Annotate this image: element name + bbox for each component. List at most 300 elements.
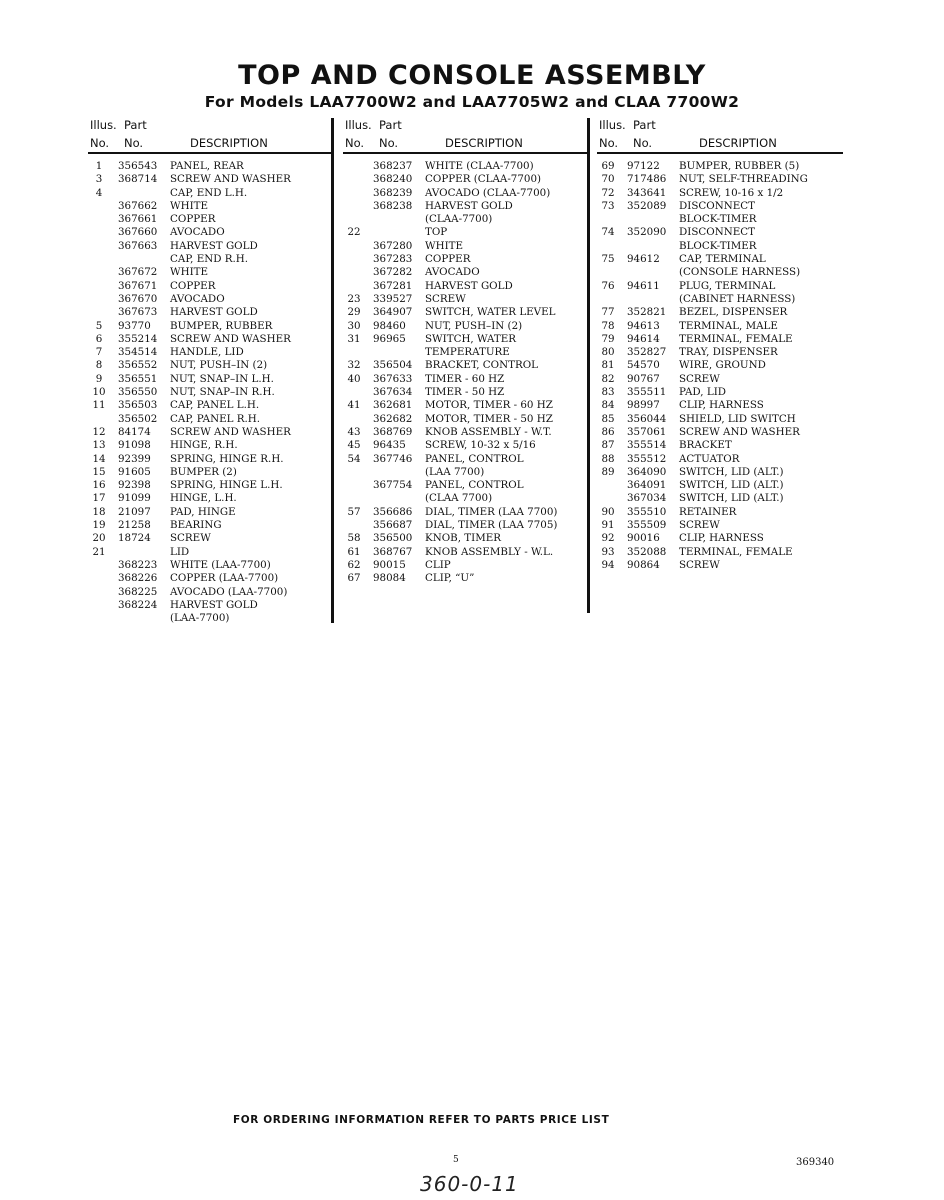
part-number: 94611 <box>627 279 660 292</box>
part-description: NUT, SNAP–IN R.H. <box>170 386 275 399</box>
part-number: 98460 <box>373 319 406 332</box>
document-number: 369340 <box>796 1157 835 1168</box>
illus-number: 11 <box>92 399 106 412</box>
table-row <box>88 612 334 625</box>
illus-number: 92 <box>601 532 615 545</box>
table-row <box>343 546 589 559</box>
column-divider <box>331 118 334 623</box>
illus-number: 32 <box>347 359 361 372</box>
part-description: SHIELD, LID SWITCH <box>679 412 796 425</box>
part-description: SWITCH, WATER <box>425 332 517 345</box>
part-number: 367662 <box>118 199 158 212</box>
part-number: 368224 <box>118 598 158 611</box>
table-row <box>343 320 589 333</box>
part-description: BLOCK-TIMER <box>679 213 757 226</box>
table-row <box>88 200 334 213</box>
table-row <box>597 466 843 479</box>
part-number: 96965 <box>373 332 406 345</box>
table-row <box>343 532 589 545</box>
table-row <box>88 586 334 599</box>
table-row <box>597 306 843 319</box>
part-description: MOTOR, TIMER - 60 HZ <box>425 399 553 412</box>
part-number: 356503 <box>118 399 158 412</box>
illus-number: 9 <box>95 372 103 385</box>
part-description: HARVEST GOLD <box>170 306 258 319</box>
table-row <box>597 160 843 173</box>
table-row <box>597 173 843 186</box>
part-number: 91099 <box>118 492 151 505</box>
part-description: WIRE, GROUND <box>679 359 766 372</box>
table-row <box>597 439 843 452</box>
table-row <box>88 173 334 186</box>
table-row <box>88 599 334 612</box>
table-row <box>88 426 334 439</box>
part-description: COPPER (CLAA-7700) <box>425 173 542 186</box>
part-description: TEMPERATURE <box>425 346 510 359</box>
part-description: DIAL, TIMER (LAA 7700) <box>425 505 558 518</box>
table-row <box>88 373 334 386</box>
table-row <box>343 559 589 572</box>
part-description: TOP <box>425 226 448 239</box>
illus-number: 62 <box>347 558 361 571</box>
illus-number: 10 <box>92 386 106 399</box>
part-number: 93770 <box>118 319 151 332</box>
table-row <box>343 399 589 412</box>
table-row <box>343 492 589 505</box>
part-number: 367661 <box>118 213 158 226</box>
illus-number: 69 <box>601 160 615 172</box>
part-number: 368237 <box>373 160 413 172</box>
part-description: COPPER <box>425 253 471 266</box>
table-row <box>597 546 843 559</box>
part-number: 90864 <box>627 558 660 571</box>
part-number: 362681 <box>373 399 413 412</box>
part-description: AVOCADO <box>425 266 480 279</box>
part-number: 94613 <box>627 319 660 332</box>
table-row <box>343 293 589 306</box>
part-header: Part <box>379 118 402 132</box>
part-number: 354514 <box>118 346 158 359</box>
part-number: 367034 <box>627 492 667 505</box>
part-description: COPPER <box>170 279 216 292</box>
table-row <box>88 492 334 505</box>
part-description: KNOB ASSEMBLY - W.L. <box>425 545 554 558</box>
part-description: BLOCK-TIMER <box>679 239 757 252</box>
part-description: HINGE, L.H. <box>170 492 237 505</box>
part-description: BUMPER (2) <box>170 465 237 478</box>
illus-number: 80 <box>601 346 615 359</box>
part-number: 97122 <box>627 160 660 172</box>
illus-number: 7 <box>95 346 103 359</box>
illus-number: 45 <box>347 439 361 452</box>
part-number: 90016 <box>627 532 660 545</box>
part-description: WHITE <box>170 199 209 212</box>
illus-number: 89 <box>601 465 615 478</box>
table-row <box>343 479 589 492</box>
table-row <box>88 479 334 492</box>
part-description: BRACKET, CONTROL <box>425 359 538 372</box>
part-description: SWITCH, WATER LEVEL <box>425 306 556 319</box>
table-row <box>343 280 589 293</box>
table-row <box>343 213 589 226</box>
column-divider <box>587 118 590 613</box>
table-row <box>597 359 843 372</box>
part-number: 364090 <box>627 465 667 478</box>
parts-list <box>88 160 334 625</box>
table-row <box>597 187 843 200</box>
part-description: HARVEST GOLD <box>425 199 513 212</box>
part-description: NUT, SNAP–IN L.H. <box>170 372 274 385</box>
table-row <box>343 413 589 426</box>
part-number: 96435 <box>373 439 406 452</box>
table-row <box>597 386 843 399</box>
part-description: WHITE <box>425 239 464 252</box>
illus-number: 77 <box>601 306 615 319</box>
illus-number: 84 <box>601 399 615 412</box>
table-row <box>343 426 589 439</box>
part-description: AVOCADO (LAA-7700) <box>170 585 288 598</box>
illus-number: 5 <box>95 319 103 332</box>
illus-number: 79 <box>601 332 615 345</box>
part-description: SCREW <box>679 372 720 385</box>
part-description: TERMINAL, FEMALE <box>679 545 793 558</box>
table-row <box>597 253 843 266</box>
part-description: NUT, PUSH–IN (2) <box>170 359 268 372</box>
table-row <box>88 439 334 452</box>
part-description: BEZEL, DISPENSER <box>679 306 788 319</box>
part-number: 368239 <box>373 186 413 199</box>
part-description: SCREW AND WASHER <box>679 425 800 438</box>
table-row <box>88 572 334 585</box>
part-description: HARVEST GOLD <box>170 598 258 611</box>
table-row <box>343 386 589 399</box>
table-row <box>343 333 589 346</box>
part-description: BRACKET <box>679 439 732 452</box>
part-description: COPPER (LAA-7700) <box>170 572 279 585</box>
part-description: SCREW AND WASHER <box>170 425 291 438</box>
table-row <box>88 280 334 293</box>
table-row <box>597 506 843 519</box>
table-row <box>597 346 843 359</box>
illus-number: 6 <box>95 332 103 345</box>
table-row <box>88 453 334 466</box>
illus-number: 17 <box>92 492 106 505</box>
part-description: HANDLE, LID <box>170 346 244 359</box>
part-number: 90767 <box>627 372 660 385</box>
illus-no-header: No. <box>599 136 619 150</box>
part-description: HINGE, R.H. <box>170 439 238 452</box>
table-row <box>88 359 334 372</box>
part-description: TIMER - 50 HZ <box>425 386 505 399</box>
illus-header: Illus. <box>599 118 626 132</box>
table-row <box>343 519 589 532</box>
part-description: WHITE (CLAA-7700) <box>425 160 534 172</box>
illus-number: 8 <box>95 359 103 372</box>
illus-number: 88 <box>601 452 615 465</box>
table-row <box>343 253 589 266</box>
part-description: SCREW AND WASHER <box>170 173 291 186</box>
table-row <box>597 559 843 572</box>
illus-number: 16 <box>92 479 106 492</box>
illus-number: 83 <box>601 386 615 399</box>
part-description: LID <box>170 545 190 558</box>
illus-number: 94 <box>601 558 615 571</box>
illus-number: 58 <box>347 532 361 545</box>
illus-number: 86 <box>601 425 615 438</box>
part-number: 368714 <box>118 173 158 186</box>
part-number: 367673 <box>118 306 158 319</box>
table-row <box>343 359 589 372</box>
part-description: TRAY, DISPENSER <box>679 346 778 359</box>
column-header <box>88 116 334 154</box>
illus-number: 12 <box>92 425 106 438</box>
table-row <box>88 559 334 572</box>
illus-number: 81 <box>601 359 615 372</box>
page-title: TOP AND CONSOLE ASSEMBLY <box>238 60 706 91</box>
part-number: 367281 <box>373 279 413 292</box>
column-header <box>343 116 589 154</box>
part-number: 364091 <box>627 479 667 492</box>
table-row <box>88 266 334 279</box>
part-description: CAP, END L.H. <box>170 186 248 199</box>
part-description: CLIP <box>425 558 451 571</box>
table-row <box>88 333 334 346</box>
part-number: 368225 <box>118 585 158 598</box>
table-row <box>88 213 334 226</box>
illus-number: 40 <box>347 372 361 385</box>
part-description: SCREW AND WASHER <box>170 332 291 345</box>
part-number: 21097 <box>118 505 151 518</box>
part-description: (CABINET HARNESS) <box>679 292 796 305</box>
table-row <box>597 200 843 213</box>
part-number: 343641 <box>627 186 667 199</box>
illus-number: 31 <box>347 332 361 345</box>
part-number: 368238 <box>373 199 413 212</box>
part-number: 98997 <box>627 399 660 412</box>
table-row <box>343 266 589 279</box>
part-number: 92398 <box>118 479 151 492</box>
illus-number: 41 <box>347 399 361 412</box>
illus-number: 21 <box>92 545 106 558</box>
parts-column-3 <box>597 116 843 572</box>
part-number: 352827 <box>627 346 667 359</box>
table-row <box>88 187 334 200</box>
table-row <box>597 399 843 412</box>
illus-number: 23 <box>347 292 361 305</box>
part-description: RETAINER <box>679 505 737 518</box>
illus-number: 61 <box>347 545 361 558</box>
part-description: KNOB, TIMER <box>425 532 502 545</box>
part-description: WHITE <box>170 266 209 279</box>
part-description: SPRING, HINGE R.H. <box>170 452 284 465</box>
part-header: Part <box>124 118 147 132</box>
illus-number: 82 <box>601 372 615 385</box>
part-description: (CLAA-7700) <box>425 213 493 226</box>
part-description: COPPER <box>170 213 216 226</box>
part-header: Part <box>633 118 656 132</box>
part-description: PAD, LID <box>679 386 727 399</box>
part-number: 352089 <box>627 199 667 212</box>
part-number: 356550 <box>118 386 158 399</box>
part-description: (CLAA 7700) <box>425 492 493 505</box>
table-row <box>88 160 334 173</box>
part-description: PANEL, CONTROL <box>425 479 524 492</box>
illus-number: 70 <box>601 173 615 186</box>
part-description: SWITCH, LID (ALT.) <box>679 465 784 478</box>
part-description: SCREW, 10-16 x 1/2 <box>679 186 784 199</box>
table-row <box>88 399 334 412</box>
part-description: DIAL, TIMER (LAA 7705) <box>425 519 558 532</box>
part-description: SWITCH, LID (ALT.) <box>679 479 784 492</box>
part-number: 90015 <box>373 558 406 571</box>
illus-number: 90 <box>601 505 615 518</box>
illus-number: 67 <box>347 572 361 585</box>
part-description: CAP, PANEL L.H. <box>170 399 260 412</box>
part-description: (CONSOLE HARNESS) <box>679 266 801 279</box>
illus-number: 93 <box>601 545 615 558</box>
table-row <box>343 506 589 519</box>
illus-number: 78 <box>601 319 615 332</box>
parts-list <box>597 160 843 572</box>
part-number: 367634 <box>373 386 413 399</box>
table-row <box>88 306 334 319</box>
part-description: SWITCH, LID (ALT.) <box>679 492 784 505</box>
part-number: 356500 <box>373 532 413 545</box>
table-row <box>597 213 843 226</box>
part-description: HARVEST GOLD <box>425 279 513 292</box>
table-row <box>88 320 334 333</box>
illus-number: 87 <box>601 439 615 452</box>
column-header <box>597 116 843 154</box>
part-number: 356044 <box>627 412 667 425</box>
part-number: 367754 <box>373 479 413 492</box>
table-row <box>597 479 843 492</box>
table-row <box>88 519 334 532</box>
table-row <box>343 187 589 200</box>
part-number: 355214 <box>118 332 158 345</box>
part-description: DISCONNECT <box>679 226 755 239</box>
part-description: PANEL, REAR <box>170 160 244 172</box>
table-row <box>597 492 843 505</box>
illus-number: 73 <box>601 199 615 212</box>
part-number: 355510 <box>627 505 667 518</box>
part-description: BEARING <box>170 519 222 532</box>
table-row <box>88 226 334 239</box>
part-number: 356552 <box>118 359 158 372</box>
part-number: 355514 <box>627 439 667 452</box>
part-number: 94612 <box>627 253 660 266</box>
part-number: 92399 <box>118 452 151 465</box>
part-number: 367746 <box>373 452 413 465</box>
part-number: 352090 <box>627 226 667 239</box>
part-number: 339527 <box>373 292 413 305</box>
illus-number: 54 <box>347 452 361 465</box>
part-description: PAD, HINGE <box>170 505 236 518</box>
part-number: 717486 <box>627 173 667 186</box>
part-number: 356686 <box>373 505 413 518</box>
table-row <box>88 532 334 545</box>
table-row <box>343 572 589 585</box>
table-row <box>343 240 589 253</box>
part-description: TIMER - 60 HZ <box>425 372 505 385</box>
part-description: DISCONNECT <box>679 199 755 212</box>
parts-list <box>343 160 589 586</box>
part-number: 355511 <box>627 386 667 399</box>
part-description: BUMPER, RUBBER <box>170 319 273 332</box>
table-row <box>597 373 843 386</box>
part-number: 367670 <box>118 292 158 305</box>
part-description: SCREW <box>170 532 211 545</box>
part-number: 84174 <box>118 425 151 438</box>
part-description: NUT, SELF-THREADING <box>679 173 808 186</box>
part-number: 368240 <box>373 173 413 186</box>
part-description: PANEL, CONTROL <box>425 452 524 465</box>
table-row <box>343 226 589 239</box>
part-number: 367660 <box>118 226 158 239</box>
table-row <box>88 293 334 306</box>
part-no-header: No. <box>633 136 653 150</box>
table-row <box>597 333 843 346</box>
part-number: 368226 <box>118 572 158 585</box>
part-number: 367282 <box>373 266 413 279</box>
parts-column-2 <box>343 116 589 586</box>
table-row <box>343 453 589 466</box>
illus-number: 14 <box>92 452 106 465</box>
part-description: WHITE (LAA-7700) <box>170 558 271 571</box>
part-number: 362682 <box>373 412 413 425</box>
table-row <box>343 466 589 479</box>
illus-number: 20 <box>92 532 106 545</box>
illus-header: Illus. <box>90 118 117 132</box>
table-row <box>88 413 334 426</box>
table-row <box>343 373 589 386</box>
table-row <box>343 200 589 213</box>
table-row <box>88 386 334 399</box>
illus-number: 29 <box>347 306 361 319</box>
table-row <box>597 532 843 545</box>
part-number: 367280 <box>373 239 413 252</box>
table-row <box>597 426 843 439</box>
part-description: HARVEST GOLD <box>170 239 258 252</box>
part-number: 98084 <box>373 572 406 585</box>
part-no-header: No. <box>124 136 144 150</box>
table-row <box>597 320 843 333</box>
table-row <box>88 240 334 253</box>
illus-number: 22 <box>347 226 361 239</box>
illus-number: 74 <box>601 226 615 239</box>
part-description: SCREW <box>679 558 720 571</box>
table-row <box>597 413 843 426</box>
part-number: 368769 <box>373 425 413 438</box>
part-description: AVOCADO <box>170 226 225 239</box>
page-number: 5 <box>453 1155 459 1165</box>
table-row <box>597 453 843 466</box>
illus-number: 4 <box>95 186 103 199</box>
illus-header: Illus. <box>345 118 372 132</box>
table-row <box>343 306 589 319</box>
table-row <box>597 240 843 253</box>
table-row <box>343 173 589 186</box>
table-row <box>597 226 843 239</box>
handwritten-note: 360-0-11 <box>420 1172 519 1196</box>
illus-number: 72 <box>601 186 615 199</box>
illus-number: 19 <box>92 519 106 532</box>
illus-number: 75 <box>601 253 615 266</box>
part-description: ACTUATOR <box>679 452 740 465</box>
part-description: MOTOR, TIMER - 50 HZ <box>425 412 553 425</box>
table-row <box>343 160 589 173</box>
table-row <box>597 266 843 279</box>
